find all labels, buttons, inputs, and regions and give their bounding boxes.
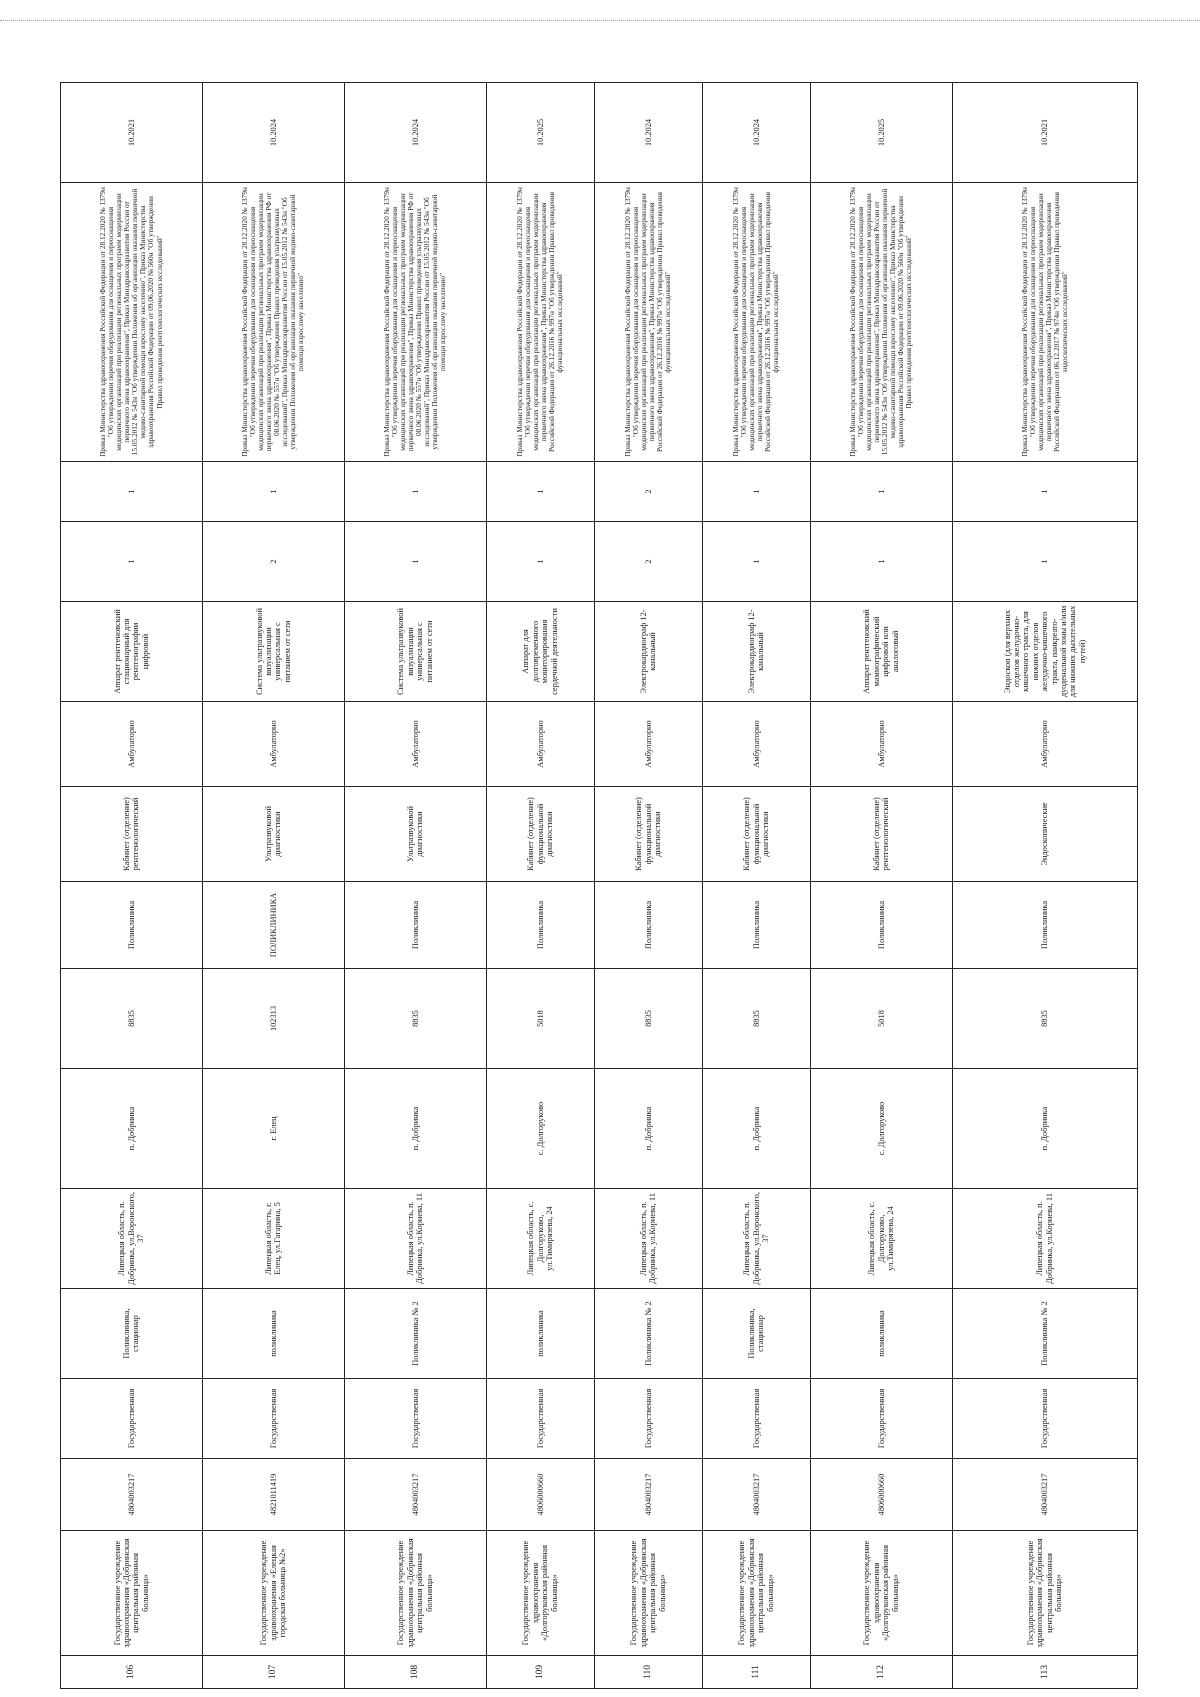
deadline-date-cell: 10.2024 [202, 83, 344, 183]
regulatory-orders-cell: Приказ Министерства здравоохранения Российской Федерации от 28.12.2020 № 1379н "Об утверждении перечня оборудования для оснащения и переоснащения медицинских организаций при реализации региональных программ модернизации первичного звена здравоохранения", Приказ Министерства здравоохранения РФ от 08.06.2020 № 557н "Об утверждении Правил проведения ультразвуковых исследований", Приказ Минздравсоцразвития России от 15.05.2012 № 543н "Об утверждении Положения об организации оказания первичной медико-санитарной помощи взрослому населению" [344, 183, 486, 462]
settlement-cell: с. Долгоруково [486, 1069, 594, 1189]
ownership-form-cell: Государственная [594, 1379, 702, 1459]
ownership-form-cell: Государственная [61, 1379, 203, 1459]
oktmo-code-cell: 8835 [702, 969, 810, 1069]
settlement-cell: п. Добринка [344, 1069, 486, 1189]
cabinet-cell: Эндоскопические [952, 787, 1137, 882]
quantity-actual-cell: 2 [594, 462, 702, 522]
row-number-cell: 112 [810, 1656, 952, 1689]
settlement-cell: п. Добринка [702, 1069, 810, 1189]
cabinet-cell: Кабинет (отделение) функциональной диагностики [594, 787, 702, 882]
table-body [61, 83, 1138, 1689]
inn-cell: 4804003217 [594, 1459, 702, 1531]
equipment-name-cell: Система ультразвуковой визуализации универсальная с питанием от сети [202, 602, 344, 702]
inn-cell: 4806000660 [486, 1459, 594, 1531]
care-form-cell: Амбулаторно [594, 702, 702, 787]
quantity-actual-cell: 1 [61, 462, 203, 522]
address-cell: Липецкая область, п. Добринка, ул.Корнева, 11 [952, 1189, 1137, 1289]
deadline-date-cell: 10.2024 [594, 83, 702, 183]
department-type-cell: Поликлиника [344, 882, 486, 969]
quantity-planned-cell: 1 [486, 522, 594, 602]
address-cell: Липецкая область, п. Добринка, ул.Воронского, 37 [61, 1189, 203, 1289]
address-cell: Липецкая область, с. Долгоруково, ул.Тимирязева, 24 [810, 1189, 952, 1289]
settlement-cell: п. Добринка [594, 1069, 702, 1189]
deadline-date-cell: 10.2025 [810, 83, 952, 183]
regulatory-orders-cell: Приказ Министерства здравоохранения Российской Федерации от 28.12.2020 № 1379н "Об утверждении перечня оборудования для оснащения и переоснащения медицинских организаций при реализации региональных программ модернизации первичного звена здравоохранения", Приказ Министерства здравоохранения Российской Федерации от 26.12.2016 № 997н "Об утверждении Правил проведения функциональных исследований" [594, 183, 702, 462]
cabinet-cell: Ультразвуковой диагностики [202, 787, 344, 882]
regulatory-orders-cell: Приказ Министерства здравоохранения Российской Федерации от 28.12.2020 № 1379н "Об утверждении перечня оборудования для оснащения и переоснащения медицинских организаций при реализации региональных программ модернизации первичного звена здравоохранения", Приказ Министерства здравоохранения Российской Федерации от 26.12.2016 № 997н "Об утверждении Правил проведения функциональных исследований" [486, 183, 594, 462]
organization-name-cell: Государственное учреждение здравоохранения «Добринская центральная районная больница» [344, 1531, 486, 1656]
deadline-date-cell: 10.2021 [952, 83, 1137, 183]
care-form-cell: Амбулаторно [486, 702, 594, 787]
structural-unit-cell: Поликлиника № 2 [344, 1289, 486, 1379]
cabinet-cell: Кабинет (отделение) функциональной диагностики [702, 787, 810, 882]
row-number-cell: 108 [344, 1656, 486, 1689]
quantity-planned-cell: 1 [702, 522, 810, 602]
structural-unit-cell: Поликлиника, стационар [61, 1289, 203, 1379]
address-cell: Липецкая область, п. Добринка, ул.Корнева, 11 [344, 1189, 486, 1289]
oktmo-code-cell: 102313 [202, 969, 344, 1069]
quantity-actual-cell: 1 [344, 462, 486, 522]
quantity-actual-cell: 1 [702, 462, 810, 522]
settlement-cell: г. Елец [202, 1069, 344, 1189]
quantity-planned-cell: 2 [594, 522, 702, 602]
row-number-cell: 110 [594, 1656, 702, 1689]
table-row [344, 83, 486, 1689]
organization-name-cell: Государственное учреждение здравоохранения «Добринская центральная районная больница» [952, 1531, 1137, 1656]
quantity-planned-cell: 2 [202, 522, 344, 602]
equipment-name-cell: Электрокардиограф 12-канальный [702, 602, 810, 702]
ownership-form-cell: Государственная [810, 1379, 952, 1459]
table-row [594, 83, 702, 1689]
table-row [810, 83, 952, 1689]
quantity-planned-cell: 1 [344, 522, 486, 602]
quantity-planned-cell: 1 [952, 522, 1137, 602]
ownership-form-cell: Государственная [952, 1379, 1137, 1459]
cabinet-cell: Ультразвуковой диагностики [344, 787, 486, 882]
inn-cell: 4804003217 [61, 1459, 203, 1531]
cabinet-cell: Кабинет (отделение) рентгенологический [810, 787, 952, 882]
cabinet-cell: Кабинет (отделение) рентгенологический [61, 787, 203, 882]
equipment-name-cell: Аппарат рентгеновский маммографический цифровой или аналоговый [810, 602, 952, 702]
row-number-cell: 109 [486, 1656, 594, 1689]
regulatory-orders-cell: Приказ Министерства здравоохранения Российской Федерации от 28.12.2020 № 1379н "Об утверждении перечня оборудования для оснащения и переоснащения медицинских организаций при реализации региональных программ модернизации первичного звена здравоохранения", Приказ Министерства здравоохранения Российской Федерации от 06.12.2017 № 974н "Об утверждении Правил проведения эндоскопических исследований" [952, 183, 1137, 462]
inn-cell: 4804003217 [702, 1459, 810, 1531]
equipment-table [60, 82, 1138, 1689]
organization-name-cell: Государственное учреждение здравоохранения «Добринская центральная районная больница» [61, 1531, 203, 1656]
equipment-name-cell: Аппарат рентгеновский стационарный для рентгенографии цифровой [61, 602, 203, 702]
inn-cell: 4804003217 [344, 1459, 486, 1531]
table-row [61, 83, 203, 1689]
department-type-cell: Поликлиника [486, 882, 594, 969]
quantity-planned-cell: 1 [61, 522, 203, 602]
structural-unit-cell: поликлиника [810, 1289, 952, 1379]
organization-name-cell: Государственное учреждение здравоохранения «Долгоруковская районная больница» [810, 1531, 952, 1656]
settlement-cell: с. Долгоруково [810, 1069, 952, 1189]
address-cell: Липецкая область, п. Добринка, ул.Воронского, 37 [702, 1189, 810, 1289]
care-form-cell: Амбулаторно [810, 702, 952, 787]
organization-name-cell: Государственное учреждение здравоохранения «Добринская центральная районная больница» [702, 1531, 810, 1656]
care-form-cell: Амбулаторно [344, 702, 486, 787]
table-row [702, 83, 810, 1689]
department-type-cell: Поликлиника [61, 882, 203, 969]
table-row [486, 83, 594, 1689]
equipment-name-cell: Система ультразвуковой визуализации универсальная с питанием от сети [344, 602, 486, 702]
settlement-cell: п. Добринка [952, 1069, 1137, 1189]
inn-cell: 4821011419 [202, 1459, 344, 1531]
quantity-actual-cell: 1 [952, 462, 1137, 522]
row-number-cell: 106 [61, 1656, 203, 1689]
ownership-form-cell: Государственная [344, 1379, 486, 1459]
row-number-cell: 111 [702, 1656, 810, 1689]
address-cell: Липецкая область, п. Добринка, ул.Корнева, 11 [594, 1189, 702, 1289]
ownership-form-cell: Государственная [202, 1379, 344, 1459]
oktmo-code-cell: 8835 [594, 969, 702, 1069]
address-cell: Липецкая область, г. Елец, ул.Гагарина, 5 [202, 1189, 344, 1289]
row-number-cell: 113 [952, 1656, 1137, 1689]
oktmo-code-cell: 5018 [486, 969, 594, 1069]
department-type-cell: Поликлиника [810, 882, 952, 969]
cabinet-cell: Кабинет (отделение) функциональной диагностики [486, 787, 594, 882]
care-form-cell: Амбулаторно [202, 702, 344, 787]
structural-unit-cell: Поликлиника № 2 [952, 1289, 1137, 1379]
inn-cell: 4806000660 [810, 1459, 952, 1531]
deadline-date-cell: 10.2024 [344, 83, 486, 183]
table-row [202, 83, 344, 1689]
ownership-form-cell: Государственная [702, 1379, 810, 1459]
structural-unit-cell: поликлиника [486, 1289, 594, 1379]
quantity-planned-cell: 1 [810, 522, 952, 602]
organization-name-cell: Государственное учреждение здравоохранения «Елецкая городская больница №2» [202, 1531, 344, 1656]
oktmo-code-cell: 8835 [344, 969, 486, 1069]
quantity-actual-cell: 1 [486, 462, 594, 522]
quantity-actual-cell: 1 [810, 462, 952, 522]
organization-name-cell: Государственное учреждение здравоохранения «Добринская центральная районная больница» [594, 1531, 702, 1656]
quantity-actual-cell: 1 [202, 462, 344, 522]
department-type-cell: Поликлиника [702, 882, 810, 969]
care-form-cell: Амбулаторно [702, 702, 810, 787]
deadline-date-cell: 10.2024 [702, 83, 810, 183]
settlement-cell: п. Добринка [61, 1069, 203, 1189]
care-form-cell: Амбулаторно [952, 702, 1137, 787]
oktmo-code-cell: 8835 [952, 969, 1137, 1069]
organization-name-cell: Государственное учреждение здравоохранения «Долгоруковская районная больница» [486, 1531, 594, 1656]
care-form-cell: Амбулаторно [61, 702, 203, 787]
oktmo-code-cell: 5018 [810, 969, 952, 1069]
department-type-cell: Поликлиника [952, 882, 1137, 969]
regulatory-orders-cell: Приказ Министерства здравоохранения Российской Федерации от 28.12.2020 № 1379н "Об утверждении перечня оборудования для оснащения и переоснащения медицинских организаций при реализации региональных программ модернизации первичного звена здравоохранения", Приказ Министерства здравоохранения РФ от 08.06.2020 № 557н "Об утверждении Правил проведения ультразвуковых исследований", Приказ Минздравсоцразвития России от 15.05.2012 № 543н "Об утверждении Положения об организации оказания первичной медико-санитарной помощи взрослому населению" [202, 183, 344, 462]
structural-unit-cell: Поликлиника, стационар [702, 1289, 810, 1379]
scan-top-edge [0, 0, 1200, 21]
deadline-date-cell: 10.2021 [61, 83, 203, 183]
equipment-name-cell: Электрокардиограф 12-канальный [594, 602, 702, 702]
regulatory-orders-cell: Приказ Министерства здравоохранения Российской Федерации от 28.12.2020 № 1379н "Об утверждении перечня оборудования для оснащения и переоснащения медицинских организаций при реализации региональных программ модернизации первичного звена здравоохранения", Приказ Минздравсоцразвития России от 15.05.2012 № 543н "Об утверждении Положения об организации оказания первичной медико-санитарной помощи взрослому населению", Приказ Министерства здравоохранения Российской Федерации от 09.06.2020 № 560н "Об утверждении Правил проведения рентгенологических исследований" [61, 183, 203, 462]
equipment-name-cell: Аппарат для долговременного мониторирования сердечной деятельности [486, 602, 594, 702]
regulatory-orders-cell: Приказ Министерства здравоохранения Российской Федерации от 28.12.2020 № 1379н "Об утверждении перечня оборудования для оснащения и переоснащения медицинских организаций при реализации региональных программ модернизации первичного звена здравоохранения", Приказ Минздравсоцразвития России от 15.05.2012 № 543н "Об утверждении Положения об организации оказания первичной медико-санитарной помощи взрослому населению", Приказ Министерства здравоохранения Российской Федерации от 09.06.2020 № 560н "Об утверждении Правил проведения рентгенологических исследований" [810, 183, 952, 462]
address-cell: Липецкая область, с. Долгоруково, ул.Тимирязева, 24 [486, 1189, 594, 1289]
department-type-cell: ПОЛИКЛИНИКА [202, 882, 344, 969]
department-type-cell: Поликлиника [594, 882, 702, 969]
structural-unit-cell: поликлиника [202, 1289, 344, 1379]
oktmo-code-cell: 8835 [61, 969, 203, 1069]
ownership-form-cell: Государственная [486, 1379, 594, 1459]
table-row [952, 83, 1137, 1689]
row-number-cell: 107 [202, 1656, 344, 1689]
rotated-page [60, 83, 1138, 1689]
deadline-date-cell: 10.2025 [486, 83, 594, 183]
equipment-name-cell: Эндоскоп (для верхних отделов желудочно-кишечного тракта, для нижних отделов желудочно-кишечного тракта, панкреато-дуоденальной зоны и/или для нижних дыхательных путей) [952, 602, 1137, 702]
inn-cell: 4804003217 [952, 1459, 1137, 1531]
regulatory-orders-cell: Приказ Министерства здравоохранения Российской Федерации от 28.12.2020 № 1379н "Об утверждении перечня оборудования для оснащения и переоснащения медицинских организаций при реализации региональных программ модернизации первичного звена здравоохранения", Приказ Министерства здравоохранения Российской Федерации от 26.12.2016 № 997н "Об утверждении Правил проведения функциональных исследований" [702, 183, 810, 462]
structural-unit-cell: Поликлиника № 2 [594, 1289, 702, 1379]
